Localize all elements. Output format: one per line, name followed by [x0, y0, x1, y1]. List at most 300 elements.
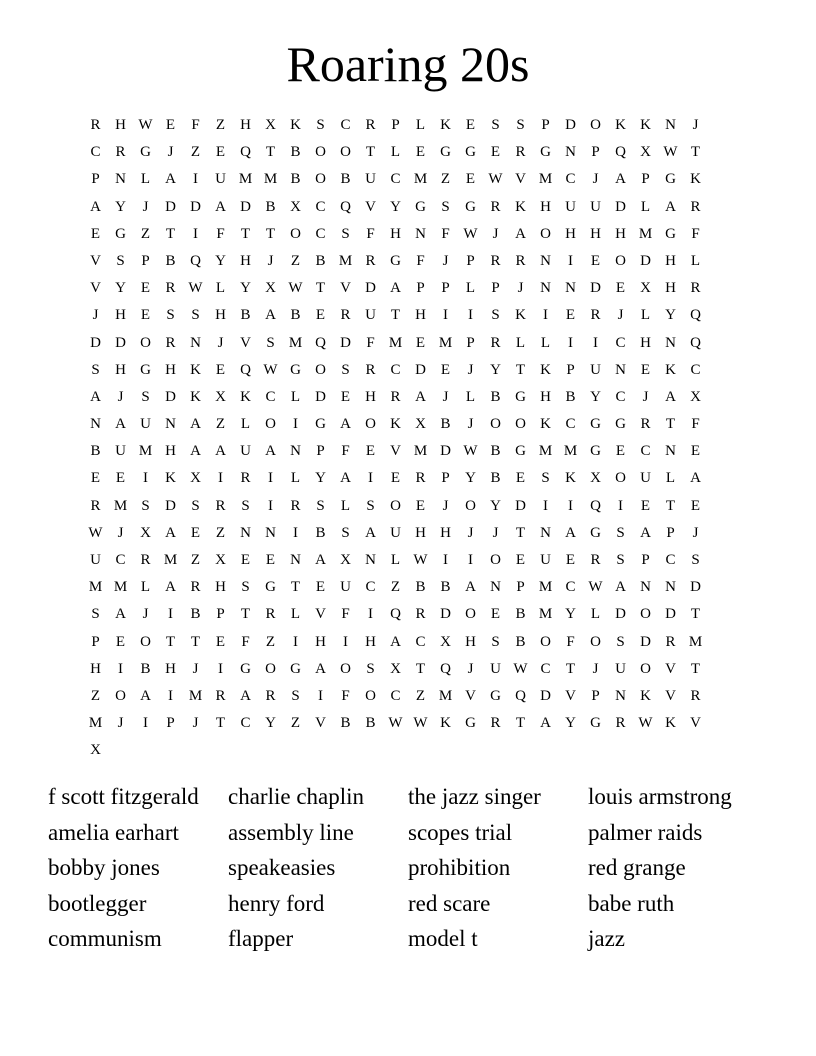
- grid-letter: G: [265, 579, 276, 596]
- grid-letter: D: [90, 334, 101, 351]
- grid-letter: H: [415, 307, 426, 324]
- grid-letter: J: [192, 715, 199, 732]
- grid-letter: A: [165, 171, 176, 188]
- grid-letter: K: [515, 198, 526, 215]
- grid-letter: V: [90, 280, 101, 297]
- grid-letter: U: [115, 443, 126, 460]
- grid-letter: R: [265, 606, 276, 623]
- grid-letter: L: [465, 280, 476, 297]
- grid-letter: A: [615, 171, 626, 188]
- grid-letter: Y: [265, 715, 276, 732]
- grid-letter: T: [290, 579, 301, 596]
- grid-letter: F: [366, 334, 375, 351]
- grid-letter: L: [640, 198, 651, 215]
- grid-letter: T: [515, 361, 526, 378]
- grid-letter: E: [215, 361, 226, 378]
- grid-letter: P: [141, 252, 150, 269]
- grid-letter: J: [517, 280, 524, 297]
- grid-letter: G: [515, 388, 526, 405]
- grid-letter: E: [640, 361, 651, 378]
- grid-letter: K: [390, 416, 401, 433]
- grid-letter: D: [565, 117, 576, 133]
- grid-letter: N: [490, 579, 501, 596]
- grid-letter: E: [215, 633, 226, 650]
- grid-letter: D: [240, 198, 251, 215]
- grid-letter: C: [665, 552, 676, 568]
- grid-letter: I: [168, 687, 173, 704]
- grid-letter: X: [415, 416, 426, 433]
- grid-letter: E: [90, 470, 101, 487]
- grid-letter: G: [290, 361, 301, 378]
- grid-letter: Q: [340, 198, 351, 215]
- grid-letter: P: [166, 715, 175, 732]
- grid-letter: D: [365, 280, 376, 297]
- grid-letter: M: [163, 552, 178, 568]
- grid-letter: D: [640, 252, 651, 269]
- word-list-item: communism: [48, 926, 162, 952]
- grid-letter: I: [343, 633, 348, 650]
- grid-letter: L: [640, 307, 651, 324]
- grid-letter: V: [465, 687, 476, 704]
- grid-letter: B: [490, 443, 501, 460]
- grid-letter: R: [690, 687, 701, 704]
- grid-letter: N: [190, 334, 201, 351]
- grid-letter: E: [415, 334, 426, 351]
- grid-letter: R: [215, 497, 226, 514]
- page-title: Roaring 20s: [286, 36, 530, 92]
- grid-letter: I: [568, 334, 573, 351]
- grid-letter: G: [665, 225, 676, 242]
- grid-letter: O: [140, 633, 151, 650]
- grid-letter: F: [416, 252, 425, 269]
- grid-letter: I: [218, 470, 223, 487]
- grid-letter: E: [590, 252, 601, 269]
- grid-letter: N: [90, 416, 101, 433]
- grid-letter: Z: [390, 579, 401, 596]
- grid-letter: S: [316, 117, 325, 133]
- grid-letter: T: [165, 633, 176, 650]
- grid-letter: T: [265, 225, 276, 242]
- grid-letter: N: [415, 225, 426, 242]
- grid-letter: J: [492, 225, 499, 242]
- grid-letter: V: [240, 334, 251, 351]
- grid-letter: T: [315, 280, 326, 297]
- grid-letter: M: [438, 687, 453, 704]
- grid-letter: N: [165, 416, 176, 433]
- grid-letter: Z: [190, 144, 201, 161]
- grid-letter: F: [341, 687, 350, 704]
- grid-letter: B: [440, 579, 451, 596]
- word-list-item: f scott fitzgerald: [48, 784, 199, 809]
- grid-letter: R: [90, 117, 101, 133]
- grid-letter: I: [443, 307, 448, 324]
- grid-letter: M: [113, 579, 128, 596]
- grid-letter: S: [341, 225, 350, 242]
- grid-letter: L: [290, 470, 301, 487]
- grid-letter: I: [618, 497, 623, 514]
- grid-letter: M: [388, 334, 403, 351]
- grid-letter: K: [440, 715, 451, 732]
- grid-letter: N: [665, 579, 676, 596]
- grid-letter: H: [90, 660, 101, 677]
- grid-letter: Z: [265, 633, 276, 650]
- grid-letter: R: [165, 280, 176, 297]
- grid-letter: R: [365, 117, 376, 133]
- grid-letter: S: [241, 497, 250, 514]
- grid-letter: T: [165, 225, 176, 242]
- grid-letter: I: [218, 660, 223, 677]
- grid-letter: B: [290, 171, 301, 188]
- grid-letter: Z: [215, 524, 226, 541]
- grid-letter: H: [665, 280, 676, 297]
- grid-letter: W: [588, 579, 603, 596]
- grid-letter: D: [165, 198, 176, 215]
- grid-letter: Q: [190, 252, 201, 269]
- grid-letter: T: [690, 606, 701, 623]
- grid-letter: P: [416, 280, 425, 297]
- grid-letter: H: [440, 524, 451, 541]
- grid-letter: W: [413, 552, 428, 568]
- grid-letter: H: [590, 225, 601, 242]
- grid-letter: J: [92, 307, 99, 324]
- grid-letter: U: [390, 524, 401, 541]
- grid-letter: U: [140, 416, 151, 433]
- grid-letter: Q: [390, 606, 401, 623]
- grid-letter: K: [615, 117, 626, 133]
- grid-letter: A: [365, 524, 376, 541]
- grid-letter: N: [665, 334, 676, 351]
- grid-letter: O: [590, 117, 601, 133]
- word-list-item: model t: [408, 926, 478, 952]
- grid-letter: C: [390, 171, 401, 188]
- grid-letter: B: [315, 252, 326, 269]
- grid-letter: E: [315, 307, 326, 324]
- grid-letter: I: [268, 470, 273, 487]
- grid-letter: S: [616, 524, 625, 541]
- grid-letter: T: [215, 715, 226, 732]
- grid-letter: I: [368, 606, 373, 623]
- grid-letter: S: [341, 361, 350, 378]
- grid-letter: W: [513, 660, 528, 677]
- grid-letter: D: [440, 443, 451, 460]
- grid-letter: A: [190, 416, 201, 433]
- grid-letter: A: [140, 687, 151, 704]
- grid-letter: E: [465, 171, 476, 188]
- grid-letter: J: [442, 252, 449, 269]
- grid-letter: R: [115, 144, 126, 161]
- word-list-item: assembly line: [228, 819, 354, 845]
- grid-letter: L: [540, 334, 551, 351]
- grid-letter: Y: [565, 715, 576, 732]
- grid-letter: G: [140, 144, 151, 161]
- grid-letter: G: [290, 660, 301, 677]
- grid-letter: Y: [490, 497, 501, 514]
- grid-letter: M: [413, 171, 428, 188]
- grid-letter: F: [366, 225, 375, 242]
- grid-letter: U: [240, 443, 251, 460]
- grid-letter: N: [565, 144, 576, 161]
- grid-letter: A: [665, 388, 676, 405]
- grid-letter: F: [191, 117, 200, 133]
- grid-letter: I: [268, 497, 273, 514]
- grid-letter: E: [265, 552, 276, 568]
- grid-letter: K: [640, 117, 651, 133]
- grid-letter: H: [615, 225, 626, 242]
- grid-letter: N: [615, 687, 626, 704]
- grid-letter: X: [340, 552, 351, 568]
- grid-letter: T: [365, 144, 376, 161]
- word-list-item: palmer raids: [588, 819, 703, 845]
- grid-letter: P: [91, 171, 100, 188]
- grid-letter: O: [615, 470, 626, 487]
- grid-letter: O: [140, 334, 151, 351]
- grid-letter: I: [143, 715, 148, 732]
- grid-letter: M: [263, 171, 278, 188]
- grid-letter: L: [240, 416, 251, 433]
- word-list-item: babe ruth: [588, 890, 675, 916]
- grid-letter: E: [565, 307, 576, 324]
- grid-letter: E: [440, 361, 451, 378]
- grid-letter: E: [340, 388, 351, 405]
- word-list-item: red grange: [588, 855, 686, 881]
- grid-letter: X: [640, 280, 651, 297]
- grid-letter: O: [490, 552, 501, 568]
- grid-letter: Y: [465, 470, 476, 487]
- grid-letter: Z: [415, 687, 426, 704]
- grid-letter: I: [443, 552, 448, 568]
- grid-letter: R: [590, 307, 601, 324]
- grid-letter: A: [215, 198, 226, 215]
- grid-letter: M: [113, 497, 128, 514]
- grid-letter: X: [265, 117, 276, 133]
- grid-letter: E: [615, 443, 626, 460]
- grid-letter: P: [316, 443, 325, 460]
- grid-letter: M: [538, 579, 553, 596]
- grid-letter: H: [540, 198, 551, 215]
- grid-letter: R: [265, 687, 276, 704]
- grid-letter: B: [90, 443, 101, 460]
- grid-letter: D: [615, 606, 626, 623]
- grid-letter: M: [438, 334, 453, 351]
- grid-letter: W: [663, 144, 678, 161]
- grid-letter: R: [415, 470, 426, 487]
- grid-letter: B: [440, 416, 451, 433]
- grid-letter: P: [541, 117, 550, 133]
- grid-letter: U: [215, 171, 226, 188]
- grid-letter: J: [467, 361, 474, 378]
- grid-letter: S: [316, 497, 325, 514]
- grid-letter: J: [592, 171, 599, 188]
- grid-letter: Z: [440, 171, 451, 188]
- grid-letter: L: [415, 117, 426, 133]
- word-list-item: speakeasies: [228, 855, 336, 881]
- grid-letter: P: [516, 579, 525, 596]
- grid-letter: R: [665, 633, 676, 650]
- grid-letter: B: [290, 144, 301, 161]
- grid-letter: A: [240, 687, 251, 704]
- grid-letter: A: [390, 633, 401, 650]
- grid-letter: Y: [115, 280, 126, 297]
- grid-letter: F: [566, 633, 575, 650]
- grid-letter: I: [293, 524, 298, 541]
- grid-letter: O: [515, 416, 526, 433]
- grid-letter: C: [315, 225, 326, 242]
- grid-letter: P: [641, 171, 650, 188]
- grid-letter: X: [190, 470, 201, 487]
- grid-letter: Z: [140, 225, 151, 242]
- grid-letter: Q: [240, 361, 251, 378]
- word-list-item: bootlegger: [48, 890, 147, 916]
- grid-letter: Z: [215, 416, 226, 433]
- grid-letter: C: [315, 198, 326, 215]
- grid-letter: M: [238, 171, 253, 188]
- grid-letter: F: [341, 443, 350, 460]
- grid-letter: K: [540, 361, 551, 378]
- grid-letter: B: [490, 388, 501, 405]
- grid-letter: R: [490, 252, 501, 269]
- grid-letter: O: [390, 497, 401, 514]
- grid-letter: C: [615, 334, 626, 351]
- grid-letter: X: [140, 524, 151, 541]
- grid-letter: H: [365, 633, 376, 650]
- grid-letter: W: [88, 524, 103, 541]
- grid-letter: R: [615, 715, 626, 732]
- grid-letter: P: [666, 524, 675, 541]
- grid-letter: T: [515, 524, 526, 541]
- grid-letter: J: [492, 524, 499, 541]
- grid-letter: E: [690, 443, 701, 460]
- grid-letter: Y: [590, 388, 601, 405]
- grid-letter: W: [488, 171, 503, 188]
- word-list-item: louis armstrong: [588, 784, 732, 809]
- grid-letter: V: [365, 198, 376, 215]
- grid-letter: S: [166, 307, 175, 324]
- grid-letter: A: [390, 280, 401, 297]
- grid-letter: E: [140, 280, 151, 297]
- grid-letter: C: [690, 361, 701, 378]
- grid-letter: N: [640, 579, 651, 596]
- grid-letter: G: [540, 144, 551, 161]
- grid-letter: U: [590, 198, 601, 215]
- grid-letter: L: [390, 552, 401, 568]
- grid-letter: B: [290, 307, 301, 324]
- grid-letter: B: [340, 715, 351, 732]
- grid-letter: C: [390, 361, 401, 378]
- grid-letter: S: [491, 307, 500, 324]
- grid-letter: H: [165, 361, 176, 378]
- grid-letter: O: [490, 416, 501, 433]
- grid-letter: G: [415, 198, 426, 215]
- grid-letter: M: [538, 171, 553, 188]
- grid-letter: J: [467, 524, 474, 541]
- grid-letter: G: [440, 144, 451, 161]
- grid-letter: M: [288, 334, 303, 351]
- grid-letter: H: [565, 225, 576, 242]
- grid-letter: V: [665, 660, 676, 677]
- grid-letter: C: [615, 388, 626, 405]
- grid-letter: T: [415, 660, 426, 677]
- grid-letter: L: [515, 334, 526, 351]
- grid-letter: K: [240, 388, 251, 405]
- grid-letter: G: [515, 443, 526, 460]
- grid-letter: B: [365, 715, 376, 732]
- grid-letter: A: [315, 660, 326, 677]
- grid-letter: N: [615, 361, 626, 378]
- word-list-item: the jazz singer: [408, 784, 541, 809]
- word-list-item: scopes trial: [408, 819, 513, 845]
- grid-letter: V: [515, 171, 526, 188]
- grid-letter: G: [240, 660, 251, 677]
- grid-letter: E: [640, 497, 651, 514]
- grid-letter: D: [340, 334, 351, 351]
- grid-letter: O: [465, 606, 476, 623]
- grid-letter: I: [368, 470, 373, 487]
- grid-letter: K: [290, 117, 301, 133]
- grid-letter: F: [216, 225, 225, 242]
- grid-letter: M: [538, 606, 553, 623]
- grid-letter: B: [140, 660, 151, 677]
- grid-letter: O: [315, 171, 326, 188]
- grid-letter: A: [340, 470, 351, 487]
- grid-letter: G: [315, 416, 326, 433]
- grid-letter: G: [115, 225, 126, 242]
- grid-letter: R: [340, 307, 351, 324]
- grid-letter: T: [515, 715, 526, 732]
- grid-letter: H: [415, 524, 426, 541]
- letter-grid: [83, 112, 708, 765]
- grid-letter: Q: [690, 307, 701, 324]
- grid-letter: Y: [115, 198, 126, 215]
- grid-letter: S: [191, 497, 200, 514]
- grid-letter: V: [340, 280, 351, 297]
- grid-letter: C: [115, 552, 126, 568]
- grid-letter: B: [240, 307, 251, 324]
- grid-letter: B: [415, 579, 426, 596]
- grid-letter: T: [665, 497, 676, 514]
- grid-letter: V: [390, 443, 401, 460]
- grid-letter: C: [640, 443, 651, 460]
- grid-letter: J: [217, 334, 224, 351]
- grid-letter: R: [690, 198, 701, 215]
- grid-letter: J: [267, 252, 274, 269]
- grid-letter: T: [265, 144, 276, 161]
- grid-letter: O: [615, 252, 626, 269]
- grid-letter: R: [140, 552, 151, 568]
- grid-letter: K: [665, 715, 676, 732]
- grid-letter: X: [290, 198, 301, 215]
- grid-letter: D: [590, 280, 601, 297]
- grid-letter: J: [617, 307, 624, 324]
- grid-letter: N: [540, 280, 551, 297]
- grid-letter: H: [240, 117, 251, 133]
- grid-letter: A: [640, 524, 651, 541]
- grid-letter: S: [116, 252, 125, 269]
- grid-letter: H: [390, 225, 401, 242]
- word-list-item: prohibition: [408, 855, 511, 881]
- grid-letter: N: [540, 524, 551, 541]
- grid-letter: D: [540, 687, 551, 704]
- grid-letter: L: [590, 606, 601, 623]
- grid-letter: P: [441, 470, 450, 487]
- grid-letter: I: [468, 307, 473, 324]
- grid-letter: M: [538, 443, 553, 460]
- grid-letter: N: [240, 524, 251, 541]
- grid-letter: L: [140, 171, 151, 188]
- grid-letter: K: [165, 470, 176, 487]
- grid-letter: H: [315, 633, 326, 650]
- grid-letter: H: [215, 579, 226, 596]
- grid-letter: O: [640, 606, 651, 623]
